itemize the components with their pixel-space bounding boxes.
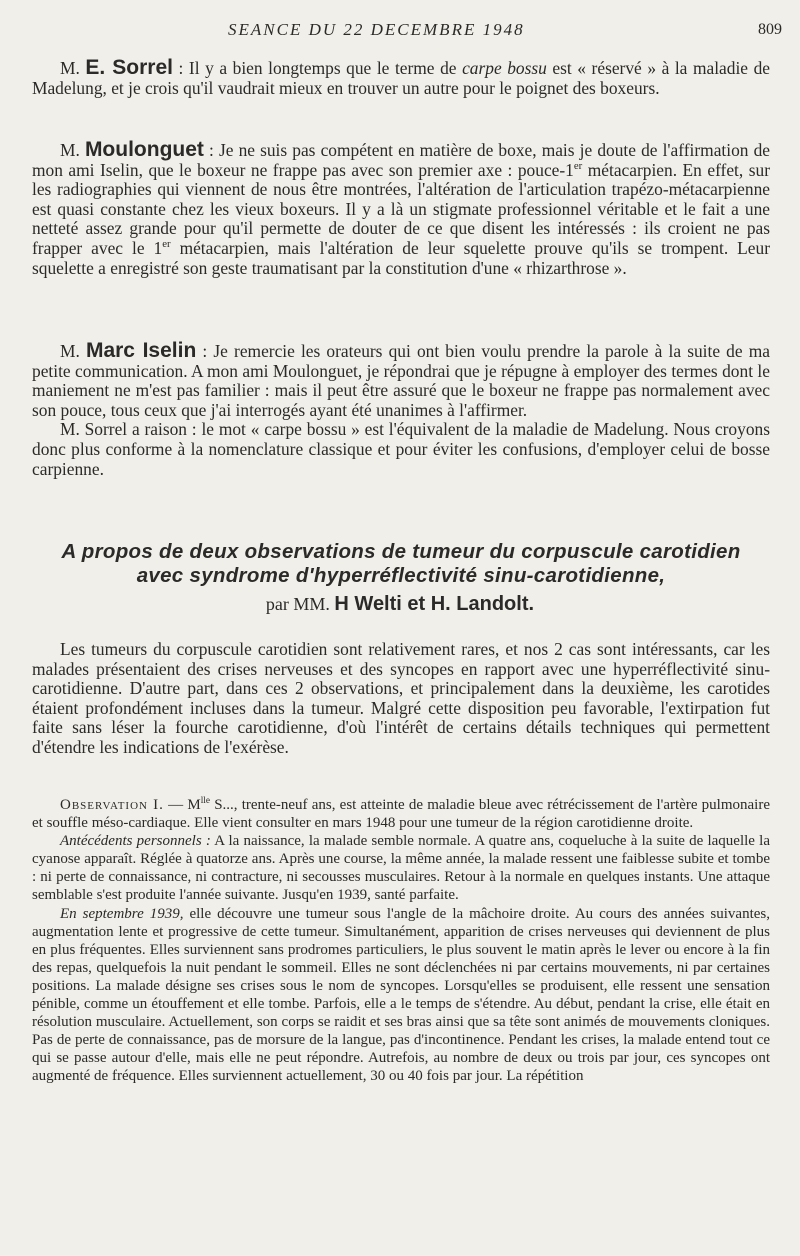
page-number: 809 xyxy=(758,21,782,38)
paragraph xyxy=(32,58,770,98)
paragraph xyxy=(32,140,770,278)
observation-1 xyxy=(32,796,770,1086)
iselin-remark xyxy=(32,341,770,479)
paragraph xyxy=(32,341,770,420)
running-title: SEANCE DU 22 DECEMBRE 1948 xyxy=(228,20,525,39)
text: : Je ne suis pas compétent en matière de boxe, mais je doute de l'affirmation de mon ami Iselin, que le boxeur ne frappe pas avec son premier axe : pouce-1 xyxy=(32,140,770,180)
superscript: er xyxy=(573,159,583,172)
text: — M xyxy=(163,797,201,813)
byline-prefix: par MM. xyxy=(265,594,335,614)
paragraph: Les tumeurs du corpuscule carotidien sont relativement rares, et nos 2 cas sont intéressants, car les malades présentaient des crises nerveuses et des syncopes en rapport avec une hyperréflectivité sinu-carotidienne. D'autre part, dans ces 2 observations, et principalement dans la deuxième, les carotides étaient profondément incluses dans la tumeur. Malgré cette disposition peu favorable, l'extirpation fut faite sans léser la fourche carotidienne, d'où l'intérêt de certains détails techniques qui permettent d'étendre les indications de l'exérèse. xyxy=(32,639,770,757)
paragraph: M. Sorrel a raison : le mot « carpe bossu » est l'équivalent de la maladie de Madelung. Nous croyons donc plus conforme à la nomenclature classique et pour éviter les confusions, d'employer celui de bosse carpienne. xyxy=(32,419,770,479)
speaker-prefix: M. xyxy=(60,341,80,361)
article-intro xyxy=(32,640,770,758)
text: elle découvre une tumeur sous l'angle de la mâchoire droite. Au cours des années suivantes, augmentation lente et progressive de cette tumeur. Simultanément, apparition de crises nerveuses qui deviennent de plus en plus fréquentes. Elles surviennent sans prodromes particuliers, le plus souvent le matin après le lever ou encore à la fin des repas, quelquefois la nuit pendant le sommeil. Elles ne sont déclenchées ni par certains mouvements, ni par certaines positions. La malade désigne ses crises sous le nom de syncopes. Lorsqu'elles se produisent, elle ressent une sensation pénible, comme un étouffement et elle tombe. Parfois, elle a le temps de s'étendre. Au début, pendant la crise, elle était en résolution musculaire. Actuellement, son corps se raidit et ses bras ainsi que sa tête sont animés de mouvements cloniques. Pas de perte de connaissance, pas de morsure de la langue, pas d'incontinence. Pendant les crises, la malade entend tout ce qui se passe autour d'elle, mais elle ne peut répondre. Autrefois, au nombre de deux ou trois par jour, ces syncopes ont augmenté de fréquence. Elles surviennent actuellement, 30 ou 40 fois par jour. La répétition xyxy=(32,905,770,1085)
italic-term: carpe bossu xyxy=(462,58,547,78)
speaker-name: Marc Iselin xyxy=(85,339,197,362)
observation-label: Observation I. xyxy=(60,797,164,813)
text: A la naissance, la malade semble normale. A quatre ans, coqueluche à la suite de laquelle la cyanose apparaît. Réglée à quatorze ans. Après une course, la même année, la malade ressent une faiblesse subite et tombe : ni perte de connaissance, ni contracture, ni secousses musculaires. Retour à la normale en quelques instants. Une attaque semblable s'est produite l'année suivante. Jusqu'en 1939, santé parfaite. xyxy=(32,833,770,904)
text: : Il y a bien longtemps que le terme de xyxy=(172,58,463,78)
italic-label: Antécédents personnels : xyxy=(60,833,211,850)
byline-authors: H Welti et H. Landolt. xyxy=(334,593,535,615)
speaker-name: E. Sorrel xyxy=(85,56,173,79)
superscript: lle xyxy=(200,796,210,806)
title-line: A propos de deux observations de tumeur du corpuscule carotidien xyxy=(61,540,741,563)
text: S..., trente-neuf ans, est atteinte de maladie bleue avec rétrécissement de l'artère pulmonaire et souffle méso-cardiaque. Elle vient consulter en mars 1948 pour une tumeur de la région carotidienne droite. xyxy=(32,797,770,832)
speaker-prefix: M. xyxy=(60,58,80,78)
italic-label: En septembre 1939, xyxy=(60,905,184,922)
text: métacarpien. En effet, sur les radiographies qui viennent de nous être montrées, l'altération de l'articulation trapézo-métacarpienne est quasi constante chez les vieux boxeurs. Il y a là un stigmate professionnel véritable et le fait a une netteté assez grande pour qu'il permette de douter de ce que disent les intéressés : ils croient ne pas frapper avec le 1 xyxy=(32,159,770,258)
sorrel-remark xyxy=(32,58,770,98)
text: métacarpien, mais l'altération de leur squelette prouve qu'ils se trompent. Leur squelette a enregistré son geste traumatisant par la constitution d'une « rhizarthrose ». xyxy=(32,237,771,278)
text: est « réservé » à la maladie de Madelung, et je crois qu'il vaudrait mieux en trouver un autre pour le poignet des boxeurs. xyxy=(32,58,770,98)
speaker-prefix: M. xyxy=(60,140,80,160)
moulonguet-remark xyxy=(32,140,770,278)
paragraph xyxy=(32,905,770,1086)
text: : Je remercie les orateurs qui ont bien voulu prendre la parole à la suite de ma petite communication. A mon ami Moulonguet, je répondrai que je répugne à employer des termes dont le maniement ne m'est pas familier : mais il peut être assuré que le boxeur ne frappe pas normalement avec son pouce, tous ceux que j'ai interrogés ayant été unanimes à l'affirmer. xyxy=(32,341,770,420)
paragraph xyxy=(32,796,770,832)
article-title xyxy=(32,540,770,588)
byline xyxy=(0,593,800,616)
speaker-name: Moulonguet xyxy=(84,138,204,161)
paragraph xyxy=(32,832,770,904)
title-line: avec syndrome d'hyperréflectivité sinu-carotidienne, xyxy=(136,564,666,587)
page-header xyxy=(0,20,800,44)
superscript: er xyxy=(162,238,171,251)
